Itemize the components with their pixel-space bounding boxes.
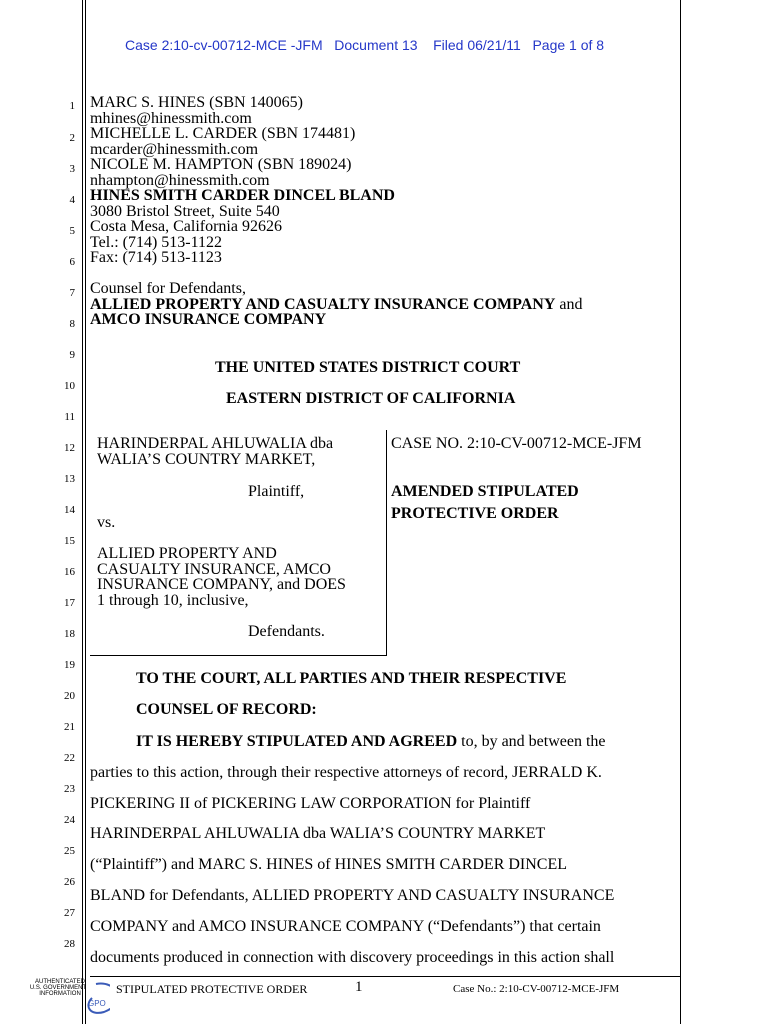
counsel-line: MICHELLE L. CARDER (SBN 174481)	[90, 125, 356, 142]
line-number: 8	[69, 318, 75, 330]
line-number: 3	[69, 163, 75, 175]
line-number: 22	[64, 752, 75, 764]
defendants-label: Defendants.	[248, 623, 325, 640]
line-number: 25	[64, 845, 75, 857]
court-district: EASTERN DISTRICT OF CALIFORNIA	[226, 390, 516, 407]
stipulation-bold: IT IS HEREBY STIPULATED AND AGREED	[136, 733, 458, 750]
case-number: CASE NO. 2:10-CV-00712-MCE-JFM	[391, 435, 642, 452]
salutation: COUNSEL OF RECORD:	[136, 701, 317, 718]
salutation: TO THE COURT, ALL PARTIES AND THEIR RESPECTIVE	[136, 670, 567, 687]
line-number: 1	[69, 100, 75, 112]
line-number: 15	[64, 535, 75, 547]
client-name: ALLIED PROPERTY AND CASUALTY INSURANCE COMPANY	[90, 296, 556, 313]
firm-tel: Tel.: (714) 513-1122	[90, 234, 223, 251]
line-number: 23	[64, 783, 75, 795]
counsel-email: mhines@hinessmith.com	[90, 110, 252, 127]
line-number: 18	[64, 628, 75, 640]
line-number: 28	[64, 938, 75, 950]
counsel-line: MARC S. HINES (SBN 140065)	[90, 94, 303, 111]
seal-text-2: U.S. GOVERNMENT	[30, 985, 87, 991]
right-margin-line	[680, 0, 681, 1024]
line-number: 14	[64, 504, 75, 516]
client-name: AMCO INSURANCE COMPANY	[90, 311, 327, 328]
body-line: documents produced in connection with discovery proceedings in this action shall	[90, 949, 615, 966]
client-and: and	[555, 296, 583, 313]
line-number: 13	[64, 473, 75, 485]
line-number: 27	[64, 907, 75, 919]
versus: vs.	[97, 514, 116, 531]
line-number: 19	[64, 659, 75, 671]
line-number: 20	[64, 690, 75, 702]
body-line	[136, 734, 606, 750]
gpo-seal-icon	[30, 976, 110, 1016]
firm-fax: Fax: (714) 513-1123	[90, 249, 222, 266]
line-number: 24	[64, 814, 75, 826]
counsel-for: Counsel for Defendants,	[90, 280, 246, 297]
body-line: parties to this action, through their respective attorneys of record, JERRALD K.	[90, 764, 602, 781]
line-number: 11	[64, 411, 75, 423]
defendant-name: ALLIED PROPERTY AND	[97, 545, 277, 562]
line-number: 5	[69, 225, 75, 237]
line-number: 10	[64, 380, 75, 392]
counsel-email: mcarder@hinessmith.com	[90, 141, 259, 158]
left-margin-line-inner	[85, 0, 86, 1024]
seal-text-1: AUTHENTICATED	[35, 979, 85, 985]
firm-address: 3080 Bristol Street, Suite 540	[90, 203, 280, 220]
plaintiff-label: Plaintiff,	[248, 483, 305, 500]
seal-gpo: GPO	[88, 999, 106, 1008]
footer-title: STIPULATED PROTECTIVE ORDER	[116, 982, 308, 996]
counsel-line: NICOLE M. HAMPTON (SBN 189024)	[90, 156, 352, 173]
stipulation-rest: to, by and between the	[457, 733, 606, 750]
counsel-email: nhampton@hinessmith.com	[90, 172, 270, 189]
body-line: PICKERING II of PICKERING LAW CORPORATION for Plaintiff	[90, 795, 531, 812]
defendant-name: INSURANCE COMPANY, and DOES	[97, 576, 346, 593]
ecf-header: Case 2:10-cv-00712-MCE -JFM Document 13 Filed 06/21/11 Page 1 of 8	[125, 37, 605, 53]
line-number: 21	[64, 721, 75, 733]
line-number: 6	[69, 256, 75, 268]
body-line: HARINDERPAL AHLUWALIA dba WALIA’S COUNTRY MARKET	[90, 825, 546, 842]
page-number: 1	[355, 979, 363, 995]
line-number: 17	[64, 597, 75, 609]
line-number: 12	[64, 442, 75, 454]
firm-name: HINES SMITH CARDER DINCEL BLAND	[90, 187, 395, 204]
document-title: PROTECTIVE ORDER	[391, 505, 559, 522]
defendant-name: CASUALTY INSURANCE, AMCO	[97, 561, 331, 578]
seal-text-3: INFORMATION	[39, 991, 81, 997]
line-number: 2	[69, 132, 75, 144]
plaintiff-name: HARINDERPAL AHLUWALIA dba	[97, 435, 334, 452]
line-number: 4	[69, 194, 75, 206]
line-number: 26	[64, 876, 75, 888]
line-number: 9	[69, 349, 75, 361]
body-line: COMPANY and AMCO INSURANCE COMPANY (“Defendants”) that certain	[90, 918, 601, 935]
line-number: 16	[64, 566, 75, 578]
plaintiff-name: WALIA’S COUNTRY MARKET,	[97, 451, 316, 468]
document-title: AMENDED STIPULATED	[391, 483, 579, 500]
footer-rule	[90, 976, 680, 977]
line-number: 7	[69, 287, 75, 299]
gpo-seal	[30, 976, 110, 1016]
footer-case-number: Case No.: 2:10-CV-00712-MCE-JFM	[453, 983, 620, 995]
left-margin-line	[82, 0, 83, 1024]
defendant-name: 1 through 10, inclusive,	[97, 592, 249, 609]
firm-city: Costa Mesa, California 92626	[90, 218, 282, 235]
body-line: BLAND for Defendants, ALLIED PROPERTY AND CASUALTY INSURANCE	[90, 887, 615, 904]
body-line: (“Plaintiff”) and MARC S. HINES of HINES SMITH CARDER DINCEL	[90, 856, 568, 873]
court-name: THE UNITED STATES DISTRICT COURT	[215, 359, 521, 376]
